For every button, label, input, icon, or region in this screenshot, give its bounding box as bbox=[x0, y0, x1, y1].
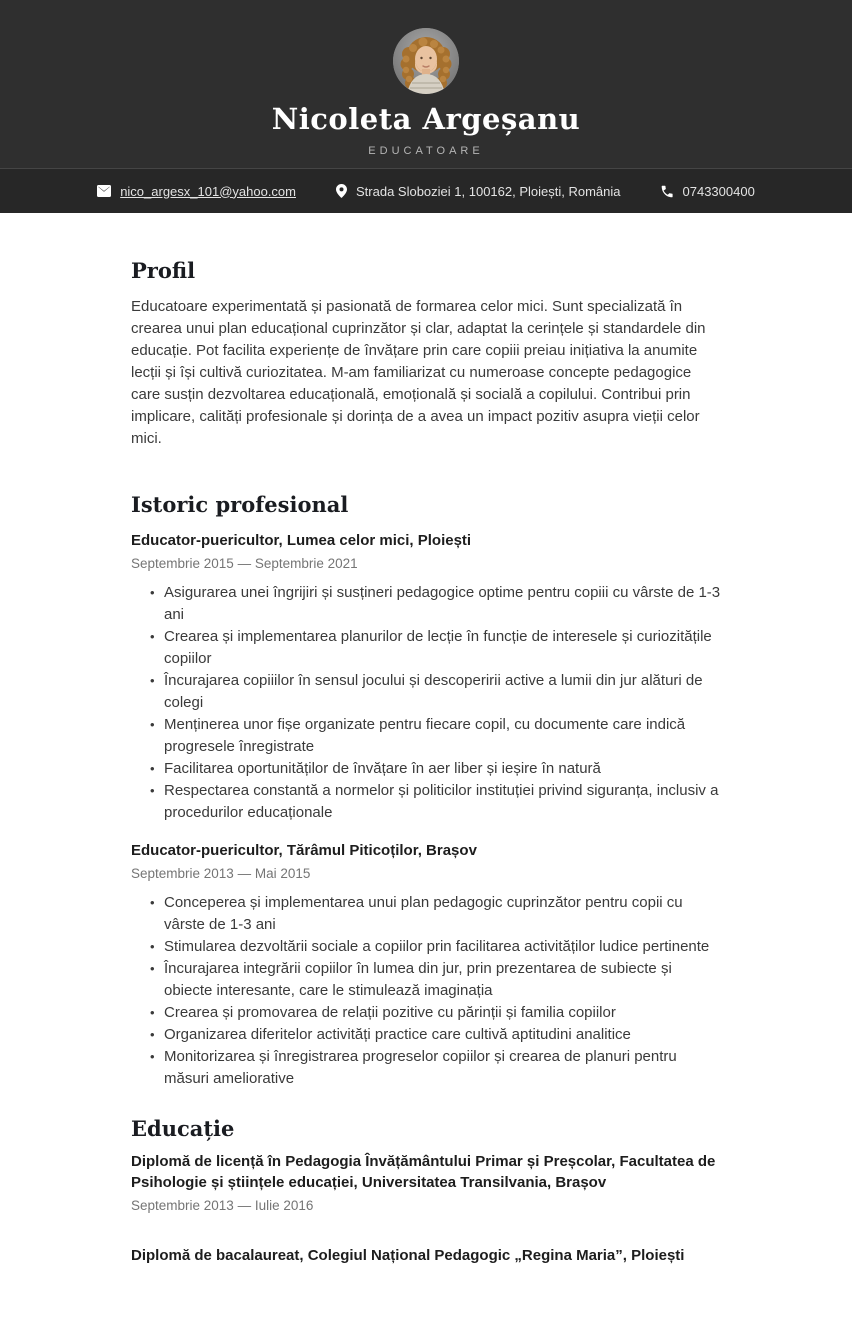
contact-phone bbox=[661, 184, 755, 199]
bullet-item: • Organizarea diferitelor activități practice care cultivă aptitudini analitice bbox=[131, 1024, 722, 1046]
email-link[interactable]: nico_argesx_101@yahoo.com bbox=[120, 183, 296, 199]
address-text: Strada Sloboziei 1, 100162, Ploiești, România bbox=[356, 183, 621, 199]
job-entry bbox=[131, 840, 722, 1090]
bullet-item: • Crearea și implementarea planurilor de lecție în funcție de interesele și curiozitățile copiilor bbox=[131, 626, 722, 670]
job-bullets bbox=[131, 892, 722, 1090]
bullet-item: • Crearea și promovarea de relații pozitive cu părinții și familia copiilor bbox=[131, 1002, 722, 1024]
job-period: Septembrie 2015 — Septembrie 2021 bbox=[131, 556, 358, 572]
bullet-item: • Conceperea și implementarea unui plan pedagogic cuprinzător pentru copii cu vârste de 1-3 ani bbox=[131, 892, 722, 936]
section-profile bbox=[131, 259, 722, 450]
contact-email bbox=[97, 184, 296, 199]
experience-heading: Istoric profesional bbox=[131, 492, 349, 518]
education-title: Diplomă de bacalaureat, Colegiul Național Pedagogic „Regina Maria”, Ploiești bbox=[131, 1247, 685, 1265]
job-title: Educator-puericultor, Lumea celor mici, Ploiești bbox=[131, 532, 472, 550]
candidate-title: EDUCATOARE bbox=[368, 144, 484, 157]
bullet-item: • Menținerea unor fișe organizate pentru fiecare copil, cu documente care indică progresele înregistrate bbox=[131, 714, 722, 758]
resume-header bbox=[0, 0, 852, 168]
resume-body bbox=[0, 213, 852, 1326]
job-period: Septembrie 2013 — Mai 2015 bbox=[131, 866, 311, 882]
education-heading: Educație bbox=[131, 1116, 235, 1142]
bullet-item: • Asigurarea unei îngrijiri și susțineri pedagogice optime pentru copiii cu vârste de 1-3 ani bbox=[131, 582, 722, 626]
education-period: Septembrie 2013 — Iulie 2016 bbox=[131, 1198, 314, 1214]
phone-icon bbox=[661, 185, 674, 198]
email-icon bbox=[97, 185, 111, 197]
phone-text: 0743300400 bbox=[682, 183, 755, 199]
job-title: Educator-puericultor, Tărâmul Piticoților, Brașov bbox=[131, 842, 477, 860]
job-entry bbox=[131, 530, 722, 824]
education-entry bbox=[131, 1245, 722, 1266]
education-title: Diplomă de licență în Pedagogia Învățământului Primar și Preșcolar, Facultatea de Psihologie și științele educației, Universitatea Transilvania, Brașov bbox=[131, 1153, 716, 1192]
profile-heading: Profil bbox=[131, 258, 196, 283]
bullet-item: • Încurajarea integrării copiilor în lumea din jur, prin prezentarea de subiecte și obiecte interesante, care le stimulează imaginația bbox=[131, 958, 722, 1002]
contact-bar bbox=[0, 168, 852, 213]
bullet-item: • Stimularea dezvoltării sociale a copiilor prin facilitarea activităților ludice pertinente bbox=[131, 936, 722, 958]
avatar bbox=[393, 28, 459, 94]
candidate-name: Nicoleta Argeșanu bbox=[271, 102, 581, 136]
bullet-item: • Respectarea constantă a normelor și politicilor instituției privind siguranța, inclusiv a procedurilor educaționale bbox=[131, 780, 722, 824]
avatar-photo bbox=[393, 28, 459, 94]
bullet-item: • Încurajarea copiiilor în sensul jocului și descoperirii active a lumii din jur alături de colegi bbox=[131, 670, 722, 714]
job-bullets bbox=[131, 582, 722, 824]
section-education bbox=[131, 1117, 722, 1266]
bullet-item: • Monitorizarea și înregistrarea progreselor copiilor și crearea de planuri pentru măsuri ameliorative bbox=[131, 1046, 722, 1090]
location-pin-icon bbox=[336, 184, 347, 198]
section-experience bbox=[131, 493, 722, 1090]
profile-text: Educatoare experimentată și pasionată de formarea celor mici. Sunt specializată în crearea unui plan educațional cuprinzător și clar, adaptat la cerințele și standardele din educație. Pot facilita experiențe de învățare prin care copiii preiau inițiativa la anumite lecții și își cultivă curiozitatea. M-am familiarizat cu numeroase concepte pedagogice care susțin dezvoltarea educațională, emoțională și socială a copilului. Contribui prin implicare, calități profesionale și dorința de a avea un impact pozitiv asupra vieții celor mici. bbox=[131, 298, 706, 448]
contact-address bbox=[336, 184, 621, 199]
bullet-item: • Facilitarea oportunităților de învățare în aer liber și ieșire în natură bbox=[131, 758, 722, 780]
education-entry bbox=[131, 1151, 722, 1215]
